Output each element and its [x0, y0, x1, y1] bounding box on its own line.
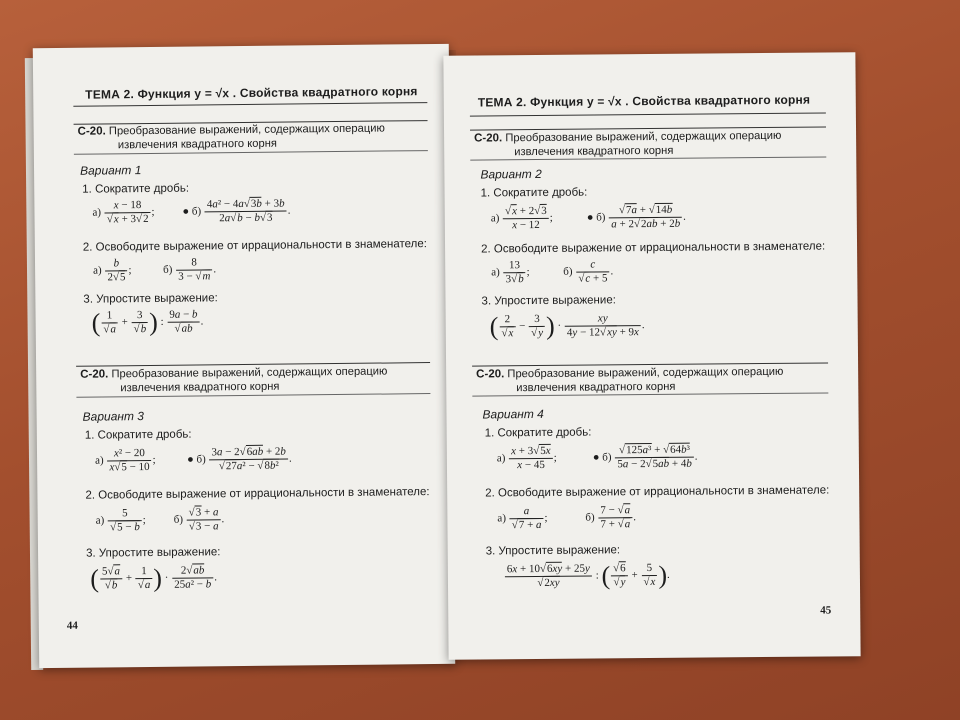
task-simplify: 3. Упростите выражение:: [481, 294, 616, 308]
expression: б) $\frac{√3 + a}{√3 - a}$ .: [173, 506, 225, 533]
title-rule: [470, 112, 826, 116]
variant-title: Вариант 4: [482, 406, 544, 422]
task-rationalize: 2. Освободите выражение от иррациональности в знаменателе:: [485, 484, 830, 500]
section-title-line1: Преобразование выражений, содержащих операцию: [505, 129, 782, 145]
expression: $\frac{6x + 10√6xy + 25y}{√2xy}$ : ( $\frac{√6}{√y}$ + $\frac{5}{√x}$ ).: [506, 560, 670, 590]
section-title-line1: Преобразование выражений, содержащих операцию: [111, 365, 388, 381]
expression: а) $\frac{x - 18}{√x + 3√2}$ ;: [92, 199, 155, 226]
expression: б) $\frac{7 - √a}{7 + √a}$ .: [585, 504, 636, 531]
section-code: С-20.: [80, 368, 109, 381]
section-code: С-20.: [77, 125, 106, 138]
section-title-line2: извлечения квадратного корня: [117, 137, 277, 152]
expression: ( $\frac{1}{√a}$ + $\frac{3}{√b}$ ) : $\frac{9a - b}{√ab}$ .: [91, 307, 204, 338]
section-title-line2: извлечения квадратного корня: [514, 144, 674, 159]
variant-title: Вариант 3: [82, 409, 145, 424]
task-reduce-fraction: 1. Сократите дробь:: [484, 426, 592, 440]
expression: ● б) $\frac{3a - 2√6ab + 2b}{\text{√27a² − √8b²}}$ .: [187, 445, 292, 473]
expression: ( $\frac{2}{√x}$ − $\frac{3}{√y}$ ) · $\frac{xy}{4y - 12√xy + 9x}$ .: [489, 311, 645, 341]
task-rationalize: 2. Освободите выражение от иррациональности в знаменателе:: [85, 486, 430, 502]
theme-title: ТЕМА 2. Функция y = √x . Свойства квадратного корня: [85, 84, 418, 102]
expression: а) $\frac{13}{3√b}$ ;: [491, 259, 530, 286]
task-simplify: 3. Упростите выражение:: [83, 292, 218, 306]
task-rationalize: 2. Освободите выражение от иррациональности в знаменателе:: [82, 238, 428, 254]
variant-title: Вариант 2: [480, 166, 542, 182]
expression: а) $\frac{\text{x² − 20}}{x√5 - 10}$ ;: [95, 447, 156, 474]
expression: ● б) $\frac{\text{√125a³ + √64b³}}{5a - 2√5ab + 4b}$ .: [592, 443, 698, 471]
title-rule: [73, 102, 427, 107]
task-reduce-fraction: 1. Сократите дробь:: [84, 428, 192, 442]
task-rationalize: 2. Освободите выражение от иррациональности в знаменателе:: [481, 240, 826, 256]
right-page: [443, 52, 860, 660]
expression: а) $\frac{x + 3√5x}{x - 45}$ ;: [496, 444, 557, 472]
section-code: С-20.: [476, 368, 505, 381]
expression: б) $\frac{8}{3 - √m}$ .: [163, 256, 217, 283]
expression: а) $\frac{5}{√5 - b}$ ;: [95, 507, 146, 534]
expression: а) $\frac{a}{√7 + a}$ ;: [497, 505, 548, 532]
page-number: 45: [820, 604, 832, 617]
section-code: С-20.: [474, 132, 503, 145]
left-page: [33, 44, 455, 668]
section-title-line2: извлечения квадратного корня: [516, 380, 676, 395]
expression: ( $\frac{5√a}{√b}$ + $\frac{1}{√a}$ ) · $\frac{2√ab}{\text{25a² − b}}$ .: [90, 563, 217, 594]
section-header: [476, 365, 783, 382]
expression: ● б) $\frac{√7a + √14b}{a + 2√2ab + 2b}$ .: [586, 203, 686, 231]
task-reduce-fraction: 1. Сократите дробь:: [82, 182, 190, 196]
expression: б) $\frac{c}{√c + 5}$ .: [563, 258, 614, 285]
section-title-line1: Преобразование выражений, содержащих операцию: [507, 365, 784, 381]
section-header: [474, 129, 781, 146]
task-reduce-fraction: 1. Сократите дробь:: [480, 186, 588, 200]
expression: а) $\frac{√x + 2√3}{x - 12}$ ;: [490, 204, 553, 232]
section-title-line2: извлечения квадратного корня: [120, 380, 280, 395]
page-number: 44: [66, 619, 78, 632]
theme-title: ТЕМА 2. Функция y = √x . Свойства квадратного корня: [477, 92, 811, 110]
expression: ● б) $\frac{\text{4a² − 4a√3b + 3b}}{2a√b - b√3}$ .: [182, 197, 291, 225]
expression: а) $\frac{b}{2√5}$ ;: [93, 257, 132, 284]
variant-title: Вариант 1: [79, 163, 142, 178]
section-title-line1: Преобразование выражений, содержащих операцию: [108, 122, 385, 138]
task-simplify: 3. Упростите выражение:: [485, 544, 621, 558]
task-simplify: 3. Упростите выражение:: [85, 546, 221, 560]
